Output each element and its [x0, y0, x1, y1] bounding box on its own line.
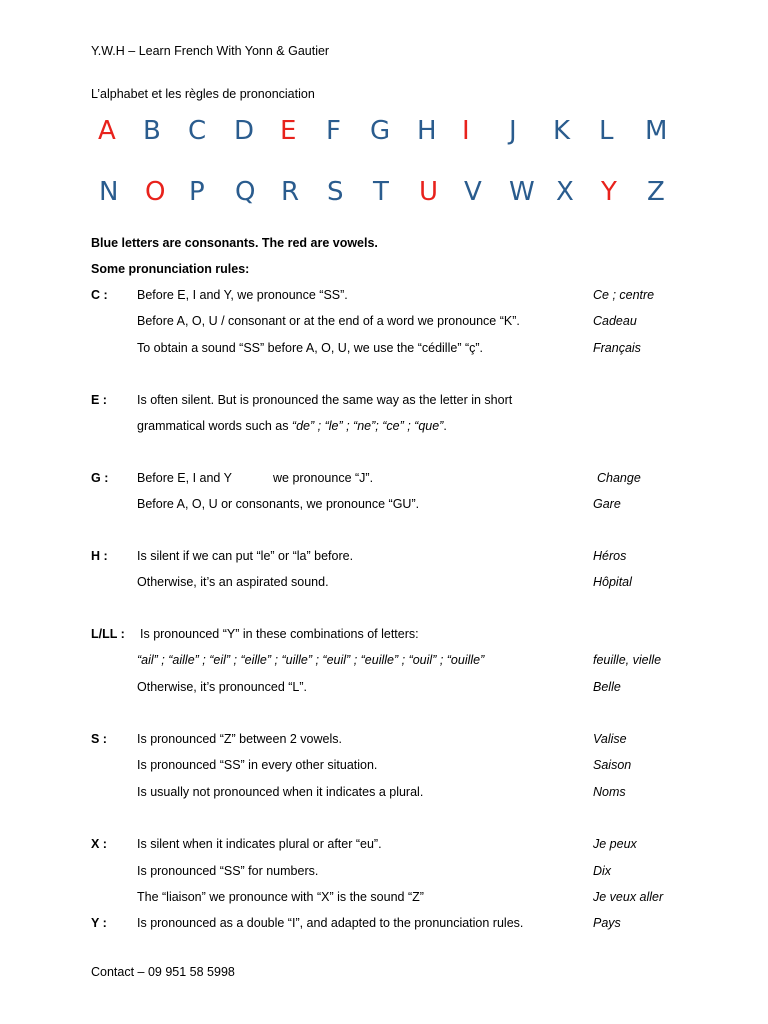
letter-f: F	[326, 116, 341, 146]
rule-letter: X :	[91, 837, 107, 851]
rule-combinations: “ail” ; “aille” ; “eil” ; “eille” ; “uille” ; “euil” ; “euille” ; “ouil” ; “ouille”	[137, 653, 485, 667]
rule-letter: G :	[91, 471, 109, 485]
letter-p: P	[189, 177, 205, 207]
rule-example: Pays	[593, 916, 621, 930]
letter-d: D	[234, 116, 255, 146]
letter-k: K	[553, 116, 571, 146]
letter-m: M	[645, 116, 668, 146]
letter-e: E	[280, 116, 297, 146]
rule-example: Je veux aller	[593, 890, 664, 904]
letter-l: L	[599, 116, 614, 146]
letter-s: S	[327, 177, 344, 207]
rule-text: Otherwise, it’s an aspirated sound.	[137, 575, 329, 589]
letter-z: Z	[647, 177, 665, 207]
rules-heading: Some pronunciation rules:	[91, 262, 250, 276]
letter-t: T	[373, 177, 389, 207]
letter-n: N	[99, 177, 119, 207]
rule-text: Is silent when it indicates plural or after “eu”.	[137, 837, 382, 851]
rule-text: Before E, I and Y	[137, 471, 232, 485]
rule-text: Before A, O, U / consonant or at the end of a word we pronounce “K”.	[137, 314, 520, 328]
rule-letter: C :	[91, 288, 108, 302]
rule-example: Noms	[593, 785, 626, 799]
rule-example: Héros	[593, 549, 627, 563]
rule-text: Is silent if we can put “le” or “la” before.	[137, 549, 354, 563]
rule-example: Français	[593, 341, 641, 355]
rule-text: The “liaison” we pronounce with “X” is the sound “Z”	[137, 890, 424, 904]
letter-q: Q	[235, 177, 256, 207]
letter-u: U	[419, 177, 439, 207]
letter-b: B	[143, 116, 161, 146]
rule-text: Otherwise, it’s pronounced “L”.	[137, 680, 307, 694]
color-legend-note: Blue letters are consonants. The red are vowels.	[91, 236, 378, 250]
rule-letter: E :	[91, 393, 107, 407]
rule-letter: L/LL :	[91, 627, 125, 641]
rule-text: Before A, O, U or consonants, we pronounce “GU”.	[137, 497, 420, 511]
rule-example: Je peux	[593, 837, 637, 851]
rule-letter: H :	[91, 549, 108, 563]
letter-a: A	[98, 116, 116, 146]
rule-text: Is pronounced as a double “I”, and adapted to the pronunciation rules.	[137, 916, 524, 930]
letter-h: H	[417, 116, 437, 146]
letter-i: I	[462, 116, 470, 146]
rule-example: Saison	[593, 758, 632, 772]
rule-example: Ce ; centre	[593, 288, 655, 302]
rule-text: Is pronounced “SS” for numbers.	[137, 864, 319, 878]
letter-o: O	[145, 177, 166, 207]
rule-text	[137, 418, 447, 434]
rule-text: Is pronounced “Z” between 2 vowels.	[137, 732, 342, 746]
rule-text-prefix: grammatical words such as	[137, 419, 292, 433]
rule-example: Dix	[593, 864, 612, 878]
document-header: Y.W.H – Learn French With Yonn & Gautier	[91, 44, 330, 58]
rule-text: Before E, I and Y, we pronounce “SS”.	[137, 288, 348, 302]
rule-text: we pronounce “J”.	[273, 471, 374, 485]
letter-g: G	[370, 116, 391, 146]
rule-example-words: “de” ; “le” ; “ne”; “ce” ; “que”	[291, 419, 444, 433]
letter-w: W	[509, 177, 535, 207]
rule-text: Is pronounced “SS” in every other situation.	[137, 758, 378, 772]
rule-example: Change	[597, 471, 641, 485]
rule-letter: Y :	[91, 916, 107, 930]
letter-c: C	[188, 116, 207, 146]
rule-example: Belle	[593, 680, 621, 694]
rule-text: Is pronounced “Y” in these combinations of letters:	[140, 627, 419, 641]
letter-y: Y	[601, 177, 617, 207]
letter-j: J	[509, 116, 517, 146]
letter-v: V	[464, 177, 482, 207]
rule-letter: S :	[91, 732, 107, 746]
rule-example: Gare	[593, 497, 621, 511]
contact-footer: Contact – 09 951 58 5998	[91, 965, 235, 979]
document-subtitle: L’alphabet et les règles de prononciation	[91, 87, 315, 101]
rule-text-suffix: .	[443, 419, 447, 433]
rule-text: Is often silent. But is pronounced the same way as the letter in short	[137, 393, 513, 407]
rule-text: Is usually not pronounced when it indicates a plural.	[137, 785, 424, 799]
rule-example: Cadeau	[593, 314, 637, 328]
rule-example: feuille, vielle	[593, 653, 662, 667]
rule-text: To obtain a sound “SS” before A, O, U, we use the “cédille” “ç”.	[137, 341, 483, 355]
rule-example: Valise	[593, 732, 627, 746]
rule-example: Hôpital	[593, 575, 632, 589]
letter-x: X	[556, 177, 574, 207]
letter-r: R	[281, 177, 300, 207]
